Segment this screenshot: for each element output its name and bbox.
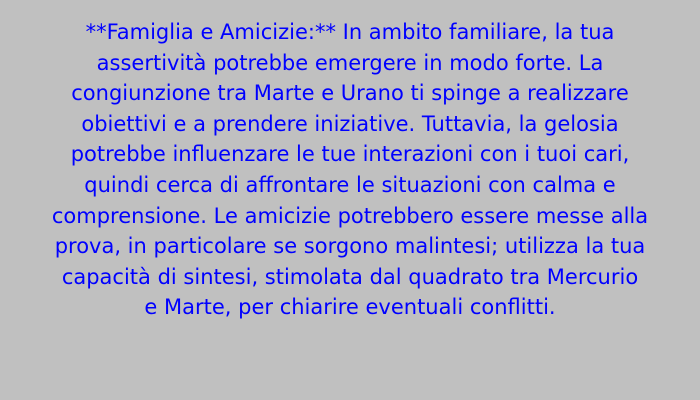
paragraph-line-8: prova, in particolare se sorgono malintesi; utilizza la tua <box>54 234 646 259</box>
paragraph-line-3: congiunzione tra Marte e Urano ti spinge a realizzare <box>71 81 629 106</box>
paragraph-line-7: comprensione. Le amicizie potrebbero essere messe alla <box>51 203 649 228</box>
paragraph-line-4: obiettivi e a prendere iniziative. Tuttavia, la gelosia <box>81 111 619 136</box>
family-friendship-paragraph <box>0 17 700 323</box>
paragraph-line-2: assertività potrebbe emergere in modo forte. La <box>96 50 604 75</box>
paragraph-line-10: e Marte, per chiarire eventuali conflitti. <box>144 295 556 320</box>
paragraph-line-5: potrebbe influenzare le tue interazioni con i tuoi cari, <box>70 142 630 167</box>
paragraph-line-9: capacità di sintesi, stimolata dal quadrato tra Mercurio <box>61 264 639 289</box>
text-panel <box>0 17 700 400</box>
paragraph-line-1: **Famiglia e Amicizie:** In ambito familiare, la tua <box>85 20 615 44</box>
paragraph-line-6: quindi cerca di affrontare le situazioni con calma e <box>84 172 616 197</box>
